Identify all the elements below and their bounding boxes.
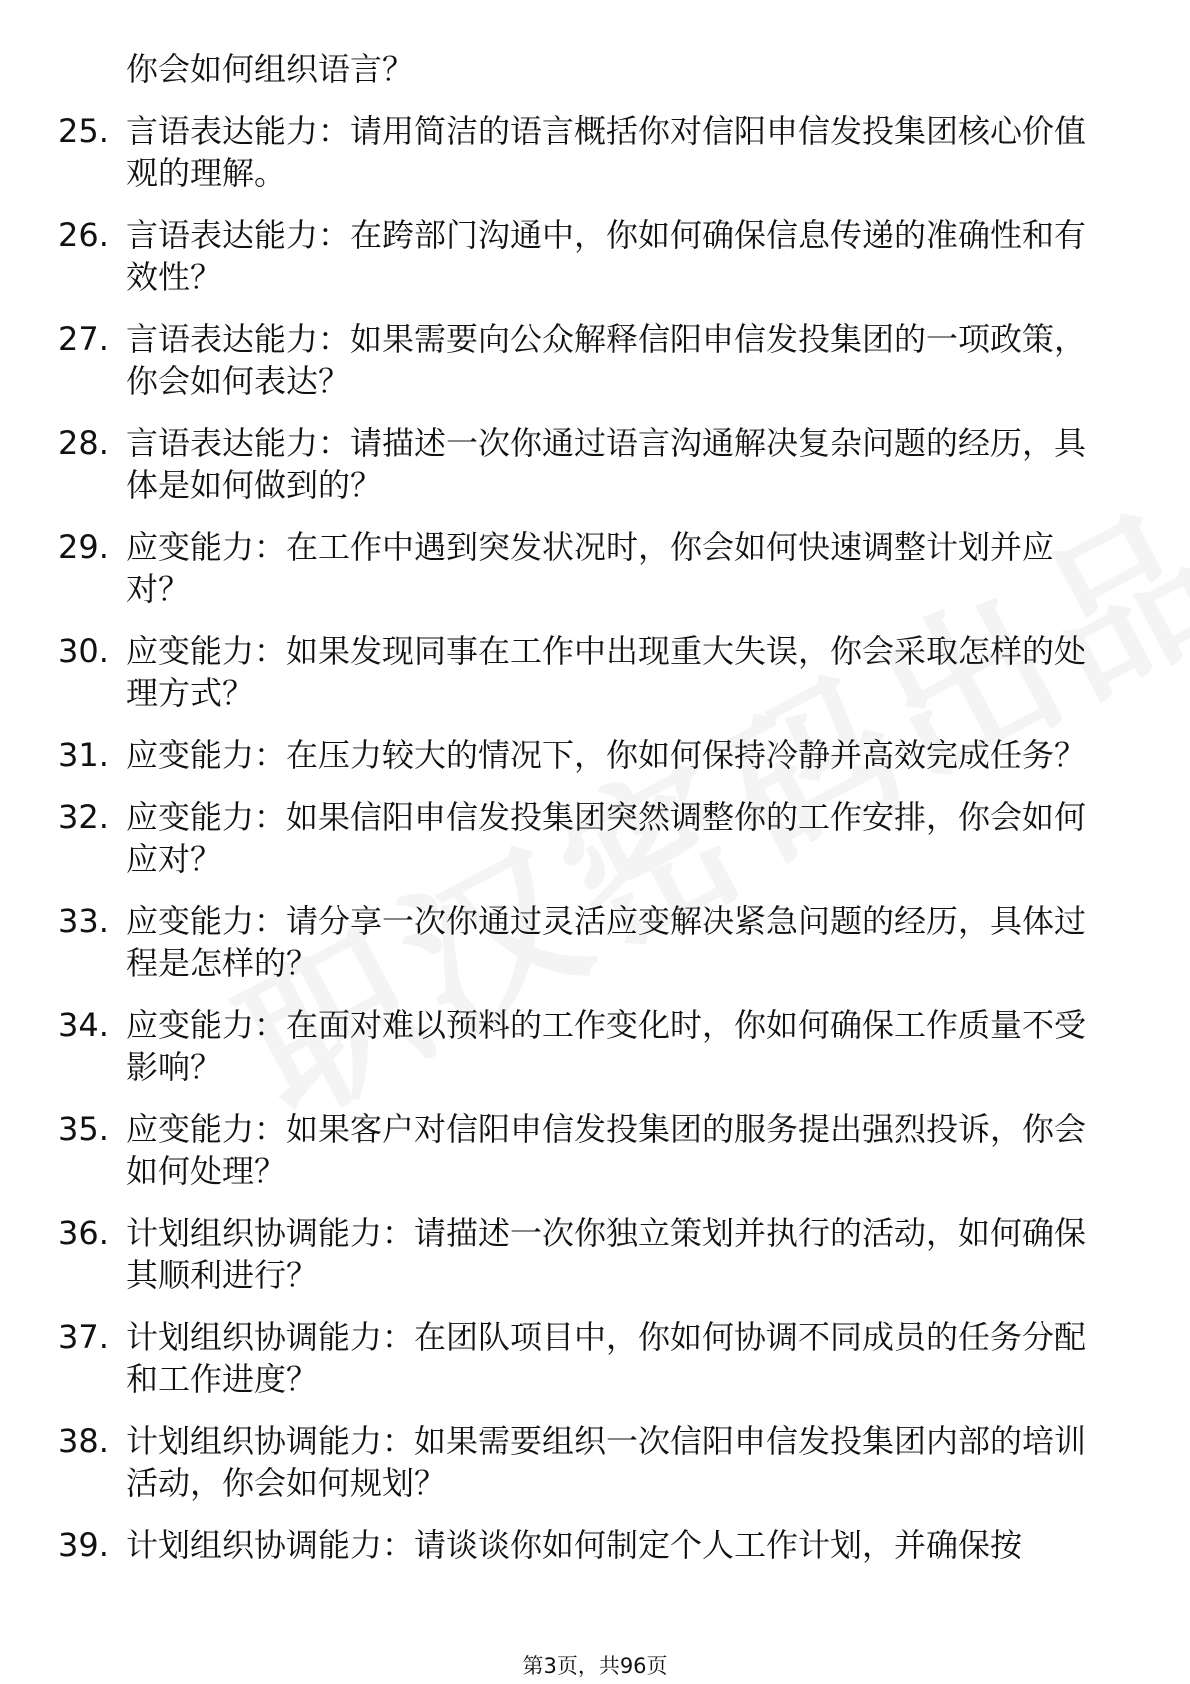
item-text: 计划组织协调能力：请描述一次你独立策划并执行的活动，如何确保其顺利进行？ — [126, 1214, 1087, 1294]
list-item — [0, 1004, 1190, 1088]
item-text: 言语表达能力：在跨部门沟通中，你如何确保信息传递的准确性和有效性？ — [126, 216, 1087, 296]
list-item — [0, 734, 1190, 776]
list-item — [0, 1420, 1190, 1504]
list-item — [0, 1108, 1190, 1192]
list-item — [0, 422, 1190, 506]
item-number: 30. — [58, 632, 109, 670]
item-number: 39. — [58, 1526, 109, 1564]
item-text: 应变能力：在面对难以预料的工作变化时，你如何确保工作质量不受影响？ — [126, 1006, 1087, 1086]
item-text: 计划组织协调能力：请谈谈你如何制定个人工作计划，并确保按 — [126, 1526, 1023, 1564]
list-item — [0, 214, 1190, 298]
item-text: 计划组织协调能力：如果需要组织一次信阳申信发投集团内部的培训活动，你会如何规划？ — [126, 1422, 1087, 1502]
item-text: 应变能力：请分享一次你通过灵活应变解决紧急问题的经历，具体过程是怎样的？ — [126, 902, 1087, 982]
item-text: 言语表达能力：请描述一次你通过语言沟通解决复杂问题的经历，具体是如何做到的？ — [126, 424, 1087, 504]
item-number: 34. — [58, 1006, 109, 1044]
list-item — [0, 630, 1190, 714]
list-item — [0, 1316, 1190, 1400]
item-text: 应变能力：如果客户对信阳申信发投集团的服务提出强烈投诉，你会如何处理？ — [126, 1110, 1087, 1190]
item-number: 29. — [58, 528, 109, 566]
list-item — [0, 526, 1190, 610]
item-number: 35. — [58, 1110, 109, 1148]
page-footer: 第3页，共96页 — [522, 1654, 668, 1678]
item-text: 计划组织协调能力：在团队项目中，你如何协调不同成员的任务分配和工作进度？ — [126, 1318, 1087, 1398]
item-number: 25. — [58, 112, 109, 150]
item-number: 27. — [58, 320, 109, 358]
list-item — [0, 1212, 1190, 1296]
list-item — [0, 318, 1190, 402]
item-number: 33. — [58, 902, 109, 940]
question-list — [0, 48, 1190, 1586]
item-text: 应变能力：如果信阳申信发投集团突然调整你的工作安排，你会如何应对？ — [126, 798, 1087, 878]
list-item — [0, 796, 1190, 880]
item-number: 26. — [58, 216, 109, 254]
list-item — [0, 110, 1190, 194]
item-text: 应变能力：如果发现同事在工作中出现重大失误，你会采取怎样的处理方式？ — [126, 632, 1087, 712]
item-text: 应变能力：在工作中遇到突发状况时，你会如何快速调整计划并应对？ — [126, 528, 1055, 608]
item-number: 37. — [58, 1318, 109, 1356]
item-number: 36. — [58, 1214, 109, 1252]
item-number: 38. — [58, 1422, 109, 1460]
list-item — [0, 900, 1190, 984]
item-number: 31. — [58, 736, 109, 774]
item-text: 言语表达能力：如果需要向公众解释信阳申信发投集团的一项政策，你会如何表达？ — [126, 320, 1087, 400]
item-text: 应变能力：在压力较大的情况下，你如何保持冷静并高效完成任务？ — [126, 736, 1087, 774]
item-text: 言语表达能力：请用简洁的语言概括你对信阳申信发投集团核心价值观的理解。 — [126, 112, 1087, 192]
list-item — [0, 1524, 1190, 1566]
item-text: 你会如何组织语言？ — [126, 50, 415, 88]
list-item — [0, 48, 1190, 90]
item-number: 32. — [58, 798, 109, 836]
item-number: 28. — [58, 424, 109, 462]
